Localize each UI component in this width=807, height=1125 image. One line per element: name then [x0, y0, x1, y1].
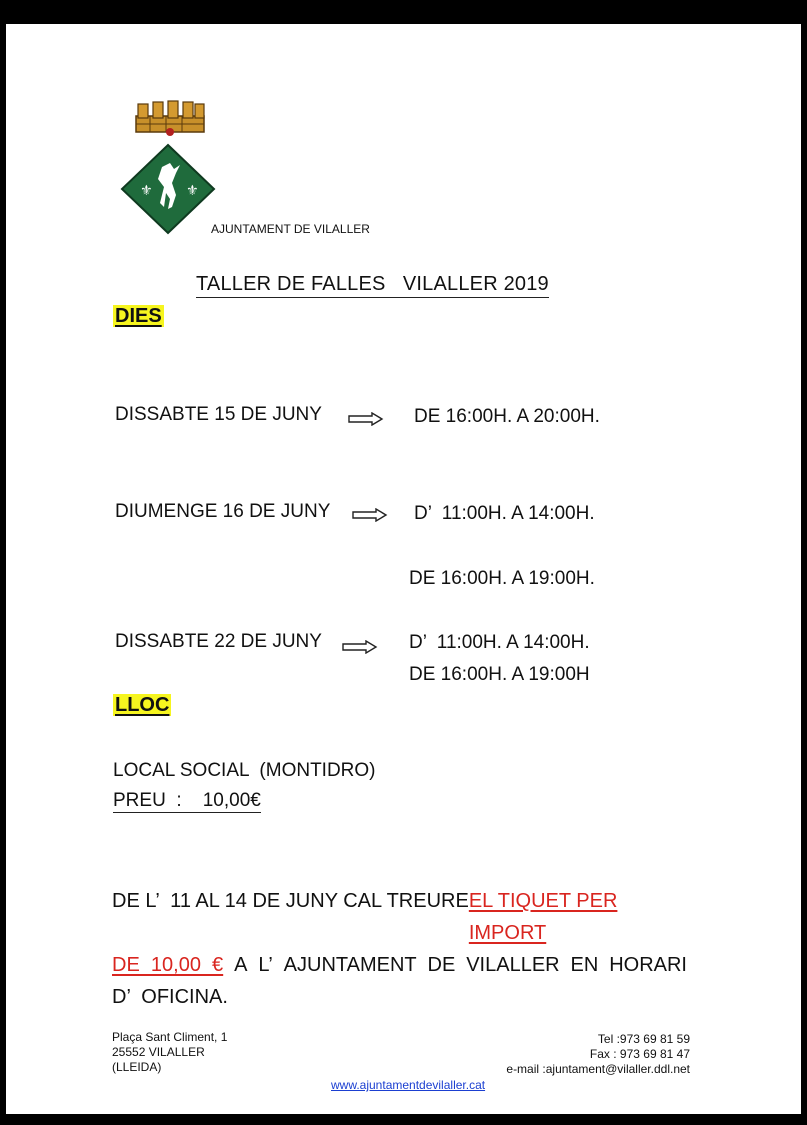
footer-address: Plaça Sant Climent, 1 25552 VILALLER (LLEIDA) [112, 1030, 228, 1074]
notice-line-2: DE 10,00 € A L’ AJUNTAMENT DE VILALLER EN HORARI [112, 949, 687, 981]
arrow-right-icon [342, 640, 378, 654]
dies-label: DIES [115, 305, 162, 327]
schedule-time-2-2: DE 16:00H. A 19:00H. [409, 568, 595, 589]
lloc-label: LLOC [115, 694, 170, 716]
svg-text:⚜: ⚜ [140, 183, 153, 199]
footer-contact [506, 1032, 690, 1077]
notice-line-3: D’ OFICINA. [112, 986, 228, 1008]
schedule-day-2: DIUMENGE 16 DE JUNY [115, 501, 331, 522]
schedule-day-3: DISSABTE 22 DE JUNY [115, 631, 322, 652]
schedule-day-1: DISSABTE 15 DE JUNY [115, 404, 322, 425]
svg-text:⚜: ⚜ [186, 183, 199, 199]
price-highlight: DE 10,00 € [112, 954, 224, 976]
footer-email: e-mail :ajuntament@vilaller.ddl.net [506, 1062, 690, 1076]
schedule-time-1-1: DE 16:00H. A 20:00H. [414, 406, 600, 427]
footer-fax: Fax : 973 69 81 47 [589, 1047, 690, 1061]
mural-crown-icon [132, 98, 208, 138]
notice-line-1: DE L’ 11 AL 14 DE JUNY CAL TREURE EL TIQUET PER IMPORT [112, 885, 687, 949]
ticket-highlight: EL TIQUET PER IMPORT [468, 890, 618, 944]
website-link[interactable]: www.ajuntamentdevilaller.cat [331, 1078, 486, 1092]
page-title: TALLER DE FALLES VILALLER 2019 [196, 273, 549, 298]
notice-paragraph [112, 885, 687, 1013]
price-text: PREU : 10,00€ [113, 790, 261, 811]
schedule-time-3-2: DE 16:00H. A 19:00H [409, 664, 590, 685]
org-name: AJUNTAMENT DE VILALLER [211, 222, 370, 236]
arrow-right-icon [352, 508, 388, 522]
schedule-time-2-1: D’ 11:00H. A 14:00H. [414, 503, 595, 524]
shield-icon [120, 143, 216, 235]
arrow-right-icon [348, 412, 384, 426]
location-text: LOCAL SOCIAL (MONTIDRO) [113, 760, 376, 781]
schedule-time-3-1: D’ 11:00H. A 14:00H. [409, 632, 590, 653]
footer-tel: Tel :973 69 81 59 [597, 1032, 690, 1046]
